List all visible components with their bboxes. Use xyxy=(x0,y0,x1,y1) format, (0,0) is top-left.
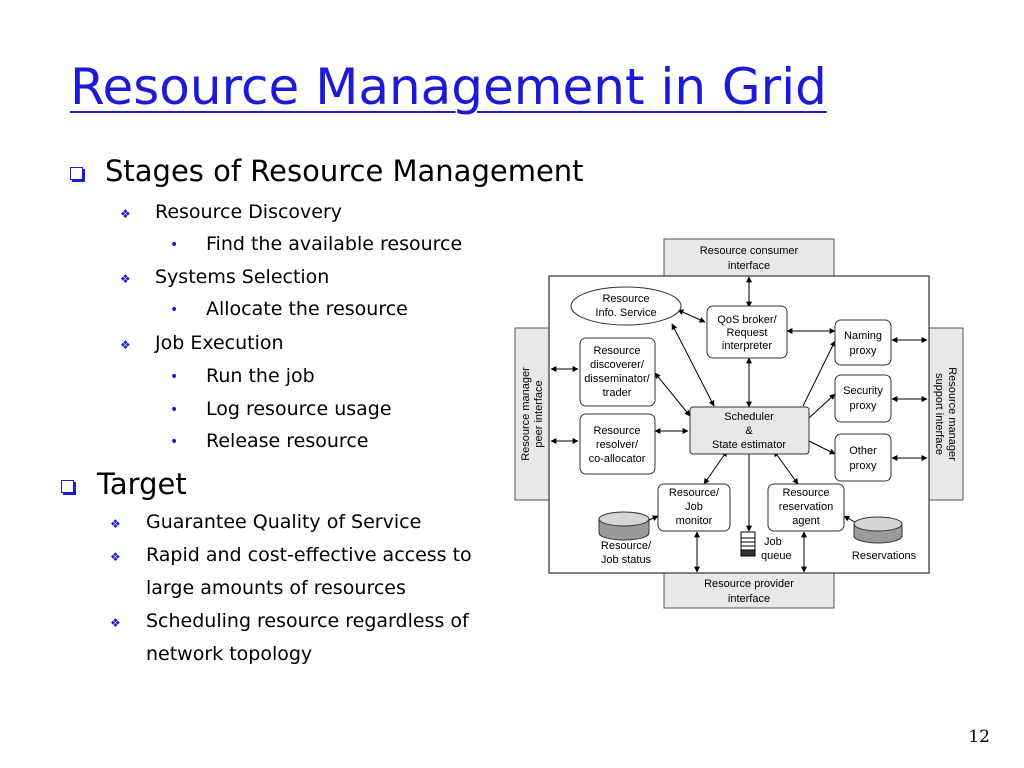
scheduler-label: & xyxy=(745,425,753,437)
support-interface-label-2: support interface xyxy=(933,373,945,455)
section-heading-target: Target xyxy=(97,467,187,501)
discoverer-label: trader xyxy=(602,387,632,399)
diamond-bullet-icon: ❖ xyxy=(120,338,131,352)
diamond-bullet-icon: ❖ xyxy=(120,272,131,286)
reservation-agent-label: Resource xyxy=(782,487,830,499)
square-bullet-icon xyxy=(70,167,83,180)
dot-bullet-icon: • xyxy=(170,402,179,418)
peer-interface-label-2: peer interface xyxy=(533,380,545,448)
resource-management-diagram xyxy=(512,236,968,612)
job-monitor-label: Job xyxy=(685,501,703,513)
security-proxy-label: Security xyxy=(843,385,883,397)
list-item-continuation: network topology xyxy=(146,643,313,665)
job-status-db-label: Job status xyxy=(600,554,652,566)
discoverer-label: discoverer/ xyxy=(590,359,644,371)
resolver-label: co-allocator xyxy=(588,453,646,465)
list-item: Job Execution xyxy=(155,332,284,354)
list-subitem: Allocate the resource xyxy=(206,298,408,320)
diamond-bullet-icon: ❖ xyxy=(110,616,121,630)
peer-interface-label-1: Resource manager xyxy=(520,367,532,461)
list-subitem: Find the available resource xyxy=(206,233,463,255)
other-proxy-node xyxy=(835,434,891,481)
naming-proxy-label: Naming xyxy=(844,330,882,342)
naming-proxy-label: proxy xyxy=(849,345,877,357)
diamond-bullet-icon: ❖ xyxy=(110,550,121,564)
dot-bullet-icon: • xyxy=(170,302,179,318)
qos-broker-label: Request xyxy=(726,327,768,339)
discoverer-label: Resource xyxy=(593,345,641,357)
job-queue-icon xyxy=(741,532,755,556)
scheduler-label: Scheduler xyxy=(724,411,774,423)
security-proxy-node xyxy=(835,375,891,422)
provider-interface-label-1: Resource provider xyxy=(704,578,794,590)
job-status-db-label: Resource/ xyxy=(600,540,652,552)
discoverer-label: disseminator/ xyxy=(584,373,650,385)
list-subitem: Log resource usage xyxy=(206,398,392,420)
qos-broker-label: QoS broker/ xyxy=(717,314,777,326)
resolver-label: resolver/ xyxy=(595,439,639,451)
reservations-db-label: Reservations xyxy=(851,550,917,562)
list-subitem: Release resource xyxy=(206,430,369,452)
info-service-label: Resource xyxy=(602,293,650,305)
job-monitor-label: Resource/ xyxy=(668,487,720,499)
list-item: Scheduling resource regardless of xyxy=(146,610,469,632)
slide-title: Resource Management in Grid xyxy=(70,58,827,116)
dot-bullet-icon: • xyxy=(170,237,179,253)
dot-bullet-icon: • xyxy=(170,434,179,450)
page-number: 12 xyxy=(968,727,990,747)
list-item-continuation: large amounts of resources xyxy=(146,577,406,599)
list-item: Resource Discovery xyxy=(155,201,343,223)
list-item: Systems Selection xyxy=(155,266,330,288)
qos-broker-label: interpreter xyxy=(721,340,773,352)
job-queue-label: Job xyxy=(764,536,782,548)
list-subitem: Run the job xyxy=(206,365,315,387)
job-monitor-label: monitor xyxy=(675,515,713,527)
support-interface-label-1: Resource manager xyxy=(946,367,958,461)
reservation-agent-label: reservation xyxy=(778,501,834,513)
dot-bullet-icon: • xyxy=(170,369,179,385)
other-proxy-label: proxy xyxy=(849,460,877,472)
other-proxy-label: Other xyxy=(849,445,877,457)
square-bullet-icon xyxy=(61,480,74,493)
resolver-label: Resource xyxy=(593,425,641,437)
consumer-interface-label-2: interface xyxy=(727,260,771,272)
consumer-interface-label-1: Resource consumer xyxy=(699,245,799,257)
info-service-label: Info. Service xyxy=(595,307,657,319)
diamond-bullet-icon: ❖ xyxy=(110,517,121,531)
diamond-bullet-icon: ❖ xyxy=(120,207,131,221)
naming-proxy-node xyxy=(835,320,891,365)
list-item: Rapid and cost-effective access to xyxy=(146,544,472,566)
job-queue-label: queue xyxy=(761,550,792,562)
scheduler-label: State estimator xyxy=(712,439,786,451)
reservation-agent-label: agent xyxy=(792,515,820,527)
reservations-db-icon xyxy=(854,517,902,543)
provider-interface-label-2: interface xyxy=(727,593,771,605)
job-status-db-icon xyxy=(599,512,649,540)
section-heading-stages: Stages of Resource Management xyxy=(105,154,584,188)
list-item: Guarantee Quality of Service xyxy=(146,511,422,533)
security-proxy-label: proxy xyxy=(849,400,877,412)
